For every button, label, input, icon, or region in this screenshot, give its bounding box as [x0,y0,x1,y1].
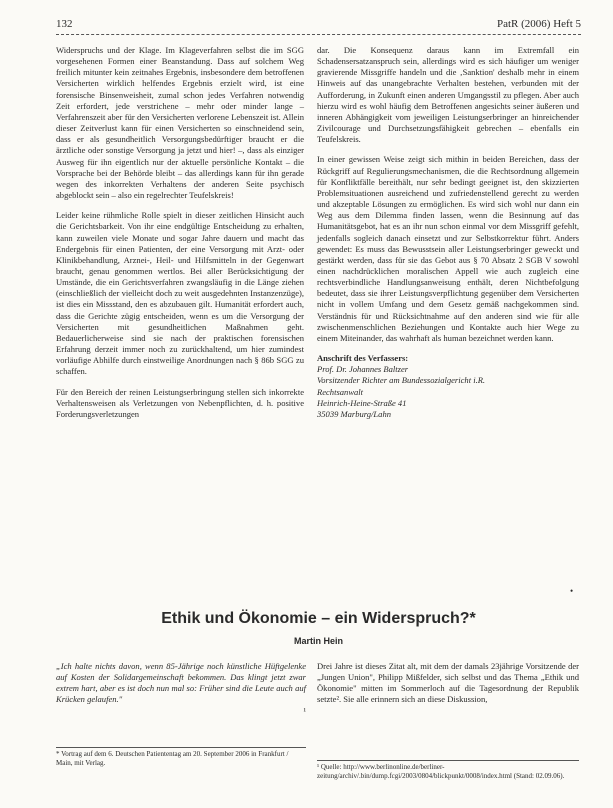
right-column [317,45,579,420]
author-address-line: Vorsitzender Richter am Bundessozialgericht i.R. [317,375,486,386]
end-of-article-mark: • [570,586,574,596]
author-address-line: Rechtsanwalt [317,386,364,397]
epigraph-text: „Ich halte nichts davon, wenn 85-Jährige noch künstliche Hüftgelenke auf Kosten der Solidargemeinschaft bekommen. Das klingt jetzt zwar extrem hart, aber es ist doch nun mal so: Früher sind die Leute auch auf Krücken gelaufen." [56,661,306,705]
running-header [56,12,581,35]
paragraph: Leider keine rühmliche Rolle spielt in dieser zeitlichen Hinsicht auch die Gerichtsbarkeit. Von ihr eine endgültige Entscheidung zu erhalten, kann zuweilen viele Monate und sogar Jahre dauern und macht das Endergebnis für einen Patienten, der eine Versorgung mit Arzt- oder Klinikbehandlung, Arznei-, Heil- und Hilfsmitteln in der Gegenwart braucht, genau genommen wertlos. Bei aller Berücksichtigung der Umstände, die ein Gerichtsverfahren zwangsläufig in die Länge ziehen (einschließlich der vielleicht doch zu weit ausgedehnten Instanzenzüge), ist dies ein Missstand, den es abzubauen gilt. Humanität erfordert auch, dass die Gerichte zügig entscheiden, wenn es um die Versorgung der Versicherten mit gesundheitlichen Maßnahmen geht. Bedauerlicherweise sind sie nach der praktischen forensischen Erfahrung derzeit immer noch zu zurückhaltend, um hier zumindest vorläufige Abhilfe durch einstweilige Anordnungen nach § 86b SGG zu schaffen. [56,210,304,377]
footnote-right: ¹ Quelle: http://www.berlinonline.de/berliner-zeitung/archiv/.bin/dump.fcgi/2003/0804/blickpunkt/0008/index.html (Stand: 02.09.06). [317,760,579,781]
left-column [56,45,304,429]
article-body: Drei Jahre ist dieses Zitat alt, mit dem der damals 23jährige Vorsitzende der „Jungen Union", Philipp Mißfelder, sich selbst und das Thema „Ethik und Ökonomie" mitten im Sommerloch auf die Tagesordnung der Republik setzte². Sie alle erinnern sich an diese Diskussion, [317,661,579,705]
page-number: 132 [56,18,73,30]
paragraph: Für den Bereich der reinen Leistungserbringung stellen sich inkorrekte Verhaltensweisen als Verletzungen von Nebenpflichten, d. h. positive Forderungsverletzungen [56,386,304,419]
article-title: Ethik und Ökonomie – ein Widerspruch?* [161,610,476,627]
footnote-left: * Vortrag auf dem 6. Deutschen Patiententag am 20. September 2006 in Frankfurt / Main, mit Verlag. [56,747,306,768]
author-address-line: 35039 Marburg/Lahn [317,408,392,419]
epigraph-footnote-marker: ¹ [303,705,306,716]
epigraph-quote [56,661,306,717]
author-address-line: Heinrich-Heine-Straße 41 [317,397,407,408]
author-address-label: Anschrift des Verfassers: [317,353,409,364]
paragraph: dar. Die Konsequenz daraus kann im Extremfall ein Schadensersatzanspruch sein, allerdings wird es sich häufiger um weniger gravierende Missgriffe handeln und die ‚Sanktion' deshalb mehr in einem Hinweis auf das unangebrachte Verhalten bestehen, verbunden mit der Aufforderung, in Zukunft einen anderen Umgangsstil zu pflegen. Aber auch hierzu wird es wohl häufig dem Betroffenen angesichts seiner äußeren und inneren Abhängigkeit vom jeweiligen Leistungserbringer an hinreichender Zivilcourage und Durchsetzungsfähigkeit gebrechen – ebenfalls ein Teufelskreis. [317,45,579,145]
journal-reference: PatR (2006) Heft 5 [496,18,581,30]
author-address-line: Prof. Dr. Johannes Baltzer [317,364,409,375]
article-author: Martin Hein [293,636,343,646]
paragraph: Widerspruchs und der Klage. Im Klageverfahren selbst die im SGG vorgesehenen Formen einer Beanstandung. Dass auf solchem Weg freilich mitunter kein zeitnahes Ergebnis, insbesondere dem betroffenen Versicherten wirklich helfendes Ergebnis erzielt wird, ist eine forensische Binsenweisheit, zumal schon jedes Verfahren notwendig Zeit erfordert, jede verstrichene – mehr oder minder lange – Verfahrenszeit aber für den Versicherten verlorene Lebenszeit ist. Allein dieser Zeitverlust kann für einen Versicherten so einschneidend sein, dass er als gesundheitlich Versorgungsbedürftiger braucht er die ärztliche oder sonstige Versorgung ja jetzt und hier! –, dass als einziger Ausweg für ihn eigentlich nur der aktuelle persönliche Kontakt – die Vorsprache bei der Behörde bleibt – das allerdings kann für ihn gerade wegen des inkorrekten Verhaltens der anderen Seite psychisch abgeblockt sein – also ein regelrechter Teufelskreis! [56,45,304,201]
paragraph: In einer gewissen Weise zeigt sich mithin in beiden Bereichen, dass der Rückgriff auf Regulierungsmechanismen, die die Rechtsordnung allgemein für Konfliktfälle bereithält, nur sehr bedingt geeignet ist, den skizzierten Problemsituationen ausreichend und zufriedenstellend gerecht zu werden und akzeptable Lösungen zu ermöglichen. Es wird sich wohl nur dann ein Weg aus dem Dilemma finden lassen, wenn die Besinnung auf das Humanitätsgebot, hat es an ihr nun schon einmal vor dem Missgriff gefehlt, jedenfalls sogleich danach einsetzt und zur Selbstkorrektur führt. Anders gewendet: Es muss das Bewusstsein aller Leistungserbringer geweckt und gestärkt werden, dass für sie das Gebot aus § 70 Absatz 2 SGB V sowohl einen nachdrücklichen moralischen Appell wie auch zugleich eine rechtsverbindliche Handlungsanweisung enthält, deren Nichtbefolgung bedeutet, dass sie ihrer Leistungsverpflichtung gegenüber dem Versicherten nicht in vollem Umfang und dem Gesetz gemäß nachgekommen sind. Verständnis für und Rücksichtnahme auf den anderen sind wie für alle zwischenmenschlichen Beziehungen und Kontakte auch hier Wege zu einem Miteinander, das wahrhaft als human bezeichnet werden kann. [317,154,579,343]
author-address [317,353,579,420]
